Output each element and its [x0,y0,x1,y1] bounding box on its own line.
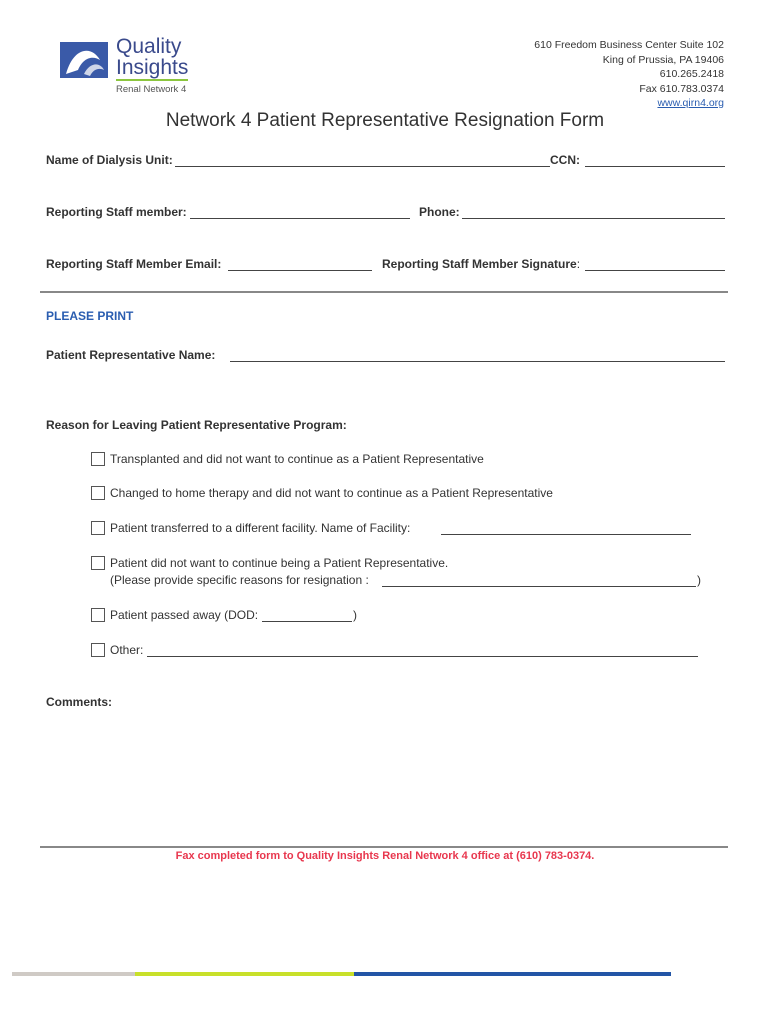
transplanted-option-label: Transplanted and did not want to continue as a Patient Representative [110,452,484,466]
address-street: 610 Freedom Business Center Suite 102 [534,39,724,51]
staff-signature-text: Reporting Staff Member Signature [382,257,577,271]
please-print-heading: PLEASE PRINT [46,309,134,323]
home-therapy-checkbox[interactable] [91,486,105,500]
other-field[interactable] [147,644,698,657]
reasons-prefix-label: (Please provide specific reasons for resignation : [110,573,369,587]
footer-bar-gray [12,972,135,976]
home-therapy-option-label: Changed to home therapy and did not want to continue as a Patient Representative [110,486,553,500]
staff-signature-colon: : [576,257,581,271]
section-divider-bottom [40,846,728,848]
ccn-label: CCN: [550,153,580,167]
patient-rep-name-field[interactable] [230,349,725,362]
dod-field[interactable] [262,609,352,622]
quality-insights-logo-icon [60,40,108,80]
not-continue-checkbox[interactable] [91,556,105,570]
dialysis-unit-label: Name of Dialysis Unit: [46,153,173,167]
other-option-label: Other: [110,643,144,657]
ccn-field[interactable] [585,154,725,167]
dialysis-unit-field[interactable] [175,154,550,167]
section-divider-top [40,291,728,293]
not-continue-option-label: Patient did not want to continue being a Patient Representative. [110,556,449,570]
reasons-suffix-label: ) [697,573,701,587]
website-link[interactable]: www.qirn4.org [657,97,724,109]
fax-instruction: Fax completed form to Quality Insights Renal Network 4 office at (610) 783-0374. [175,850,595,862]
logo-text-quality: Quality [116,35,182,58]
logo [60,35,210,100]
form-title: Network 4 Patient Representative Resignation Form [165,110,605,131]
logo-subtitle: Renal Network 4 [116,84,187,95]
footer-bar-green [135,972,354,976]
patient-rep-name-label: Patient Representative Name: [46,348,216,362]
transferred-option-label: Patient transferred to a different facility. Name of Facility: [110,521,411,535]
passed-away-checkbox[interactable] [91,608,105,622]
address-block [534,38,724,111]
address-fax: Fax 610.783.0374 [639,82,724,95]
logo-text-insights: Insights [116,56,189,79]
transplanted-checkbox[interactable] [91,452,105,466]
comments-label: Comments: [46,695,113,709]
transferred-checkbox[interactable] [91,521,105,535]
reason-heading: Reason for Leaving Patient Representative Program: [46,418,347,432]
staff-email-field[interactable] [228,258,372,271]
phone-field[interactable] [462,206,725,219]
passed-away-suffix-label: ) [353,608,357,622]
passed-away-option-label: Patient passed away (DOD: [110,608,259,622]
footer-bar-blue [354,972,671,976]
staff-signature-field[interactable] [585,258,725,271]
other-checkbox[interactable] [91,643,105,657]
staff-signature-label [382,257,580,271]
address-phone: 610.265.2418 [659,68,724,80]
reporting-staff-label: Reporting Staff member: [46,205,187,219]
logo-underline [116,79,188,81]
staff-email-label: Reporting Staff Member Email: [46,257,222,271]
address-city: King of Prussia, PA 19406 [602,53,724,66]
reporting-staff-field[interactable] [190,206,410,219]
phone-label: Phone: [419,205,460,219]
facility-name-field[interactable] [441,522,691,535]
reasons-field[interactable] [382,574,696,587]
